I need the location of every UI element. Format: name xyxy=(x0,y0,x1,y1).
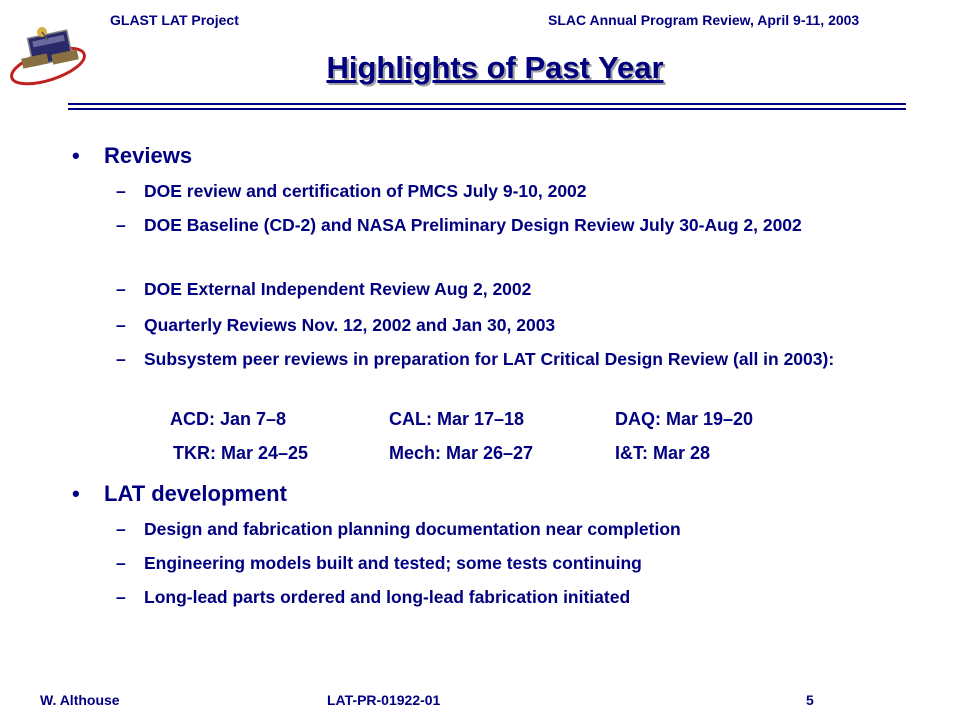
bullet-icon: • xyxy=(72,143,80,168)
title-divider-top xyxy=(68,103,906,105)
schedule-acd: ACD: Jan 7–8 xyxy=(170,409,287,429)
footer-author: W. Althouse xyxy=(40,692,120,708)
dash-icon: – xyxy=(116,315,126,335)
schedule-cal: CAL: Mar 17–18 xyxy=(389,409,525,429)
schedule-daq: DAQ: Mar 19–20 xyxy=(615,409,754,429)
dash-icon: – xyxy=(116,181,126,201)
dash-icon: – xyxy=(116,519,126,539)
footer-page-number: 5 xyxy=(806,692,814,708)
dash-icon: – xyxy=(116,553,126,573)
bullet-icon: • xyxy=(72,481,80,506)
slide-title: Highlights of Past Year xyxy=(326,50,664,85)
dash-icon: – xyxy=(116,279,126,299)
schedule-tkr: TKR: Mar 24–25 xyxy=(173,443,309,463)
dash-icon: – xyxy=(116,215,126,235)
header-project: GLAST LAT Project xyxy=(110,12,239,28)
footer-doc-id: LAT-PR-01922-01 xyxy=(327,692,441,708)
schedule-it: I&T: Mar 28 xyxy=(615,443,711,463)
section-heading: LAT development xyxy=(104,481,287,506)
schedule-mech: Mech: Mar 26–27 xyxy=(389,443,534,463)
dash-icon: – xyxy=(116,349,126,369)
section-heading: Reviews xyxy=(104,143,193,168)
dash-icon: – xyxy=(116,587,126,607)
header-event: SLAC Annual Program Review, April 9-11, 2003 xyxy=(548,12,860,28)
title-divider-bottom xyxy=(68,108,906,110)
